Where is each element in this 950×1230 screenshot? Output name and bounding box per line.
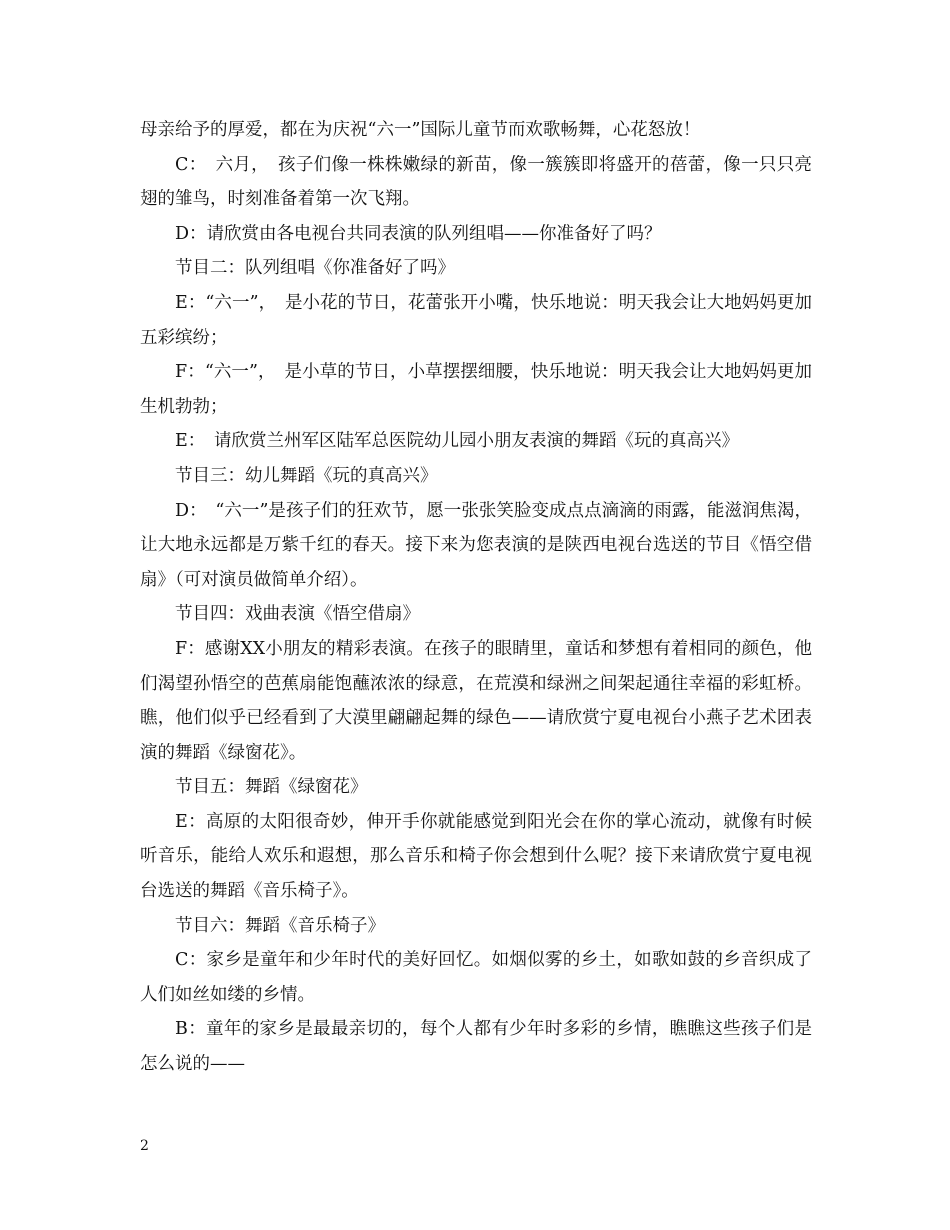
program-heading: 节目四：戏曲表演《悟空借扇》: [175, 604, 420, 625]
body-text: [140, 113, 812, 1082]
paragraph: B：童年的家乡是最最亲切的，每个人都有少年时多彩的乡情，瞧瞧这些孩子们是怎么说的——: [140, 1019, 812, 1075]
paragraph: C：家乡是童年和少年时代的美好回忆。如烟似雾的乡土，如歌如鼓的乡音织成了人们如丝如缕的乡情。: [140, 950, 812, 1005]
paragraph: E：“六一”， 是小花的节日，花蕾张开小嘴，快乐地说：明天我会让大地妈妈更加五彩缤纷；: [140, 292, 812, 348]
paragraph: E： 请欣赏兰州军区陆军总医院幼儿园小朋友表演的舞蹈《玩的真高兴》: [175, 431, 740, 452]
paragraph: 母亲给予的厚爱，都在为庆祝“六一”国际儿童节而欢歌畅舞，心花怒放！: [140, 120, 701, 140]
program-heading: 节目五：舞蹈《绿窗花》: [175, 777, 368, 798]
page-number: 2: [140, 1138, 149, 1154]
paragraph: D：请欣赏由各电视台共同表演的队列组唱——你准备好了吗？: [175, 223, 662, 244]
program-heading: 节目二：队列组唱《你准备好了吗》: [175, 258, 455, 279]
paragraph: E：高原的太阳很奇妙，伸开手你就能感觉到阳光会在你的掌心流动，就像有时候听音乐，能给人欢乐和遐想，那么音乐和椅子你会想到什么呢？接下来请欣赏宁夏电视台选送的舞蹈《音乐椅子》。: [140, 811, 812, 902]
paragraph: D： “六一”是孩子们的狂欢节，愿一张张笑脸变成点点滴滴的雨露，能滋润焦渴，让大地永远都是万紫千红的春天。接下来为您表演的是陕西电视台选送的节目《悟空借扇》（可对演员做简单介绍）。: [140, 500, 812, 590]
program-heading: 节目六：舞蹈《音乐椅子》: [175, 915, 385, 936]
paragraph: F：感谢XX小朋友的精彩表演。在孩子的眼睛里，童话和梦想有着相同的颜色，他们渴望孙悟空的芭蕉扇能饱蘸浓浓的绿意，在荒漠和绿洲之间架起通往幸福的彩虹桥。瞧，他们似乎已经看到了大漠里翩翩起舞的绿色——请欣赏宁夏电视台小燕子艺术团表演的舞蹈《绿窗花》。: [140, 638, 812, 763]
paragraph: C： 六月， 孩子们像一株株嫩绿的新苗，像一簇簇即将盛开的蓓蕾，像一只只亮翅的雏鸟，时刻准备着第一次飞翔。: [140, 154, 812, 210]
program-heading: 节目三：幼儿舞蹈《玩的真高兴》: [175, 465, 438, 486]
paragraph: F：“六一”， 是小草的节日，小草摆摆细腰，快乐地说：明天我会让大地妈妈更加生机勃勃；: [140, 362, 812, 417]
